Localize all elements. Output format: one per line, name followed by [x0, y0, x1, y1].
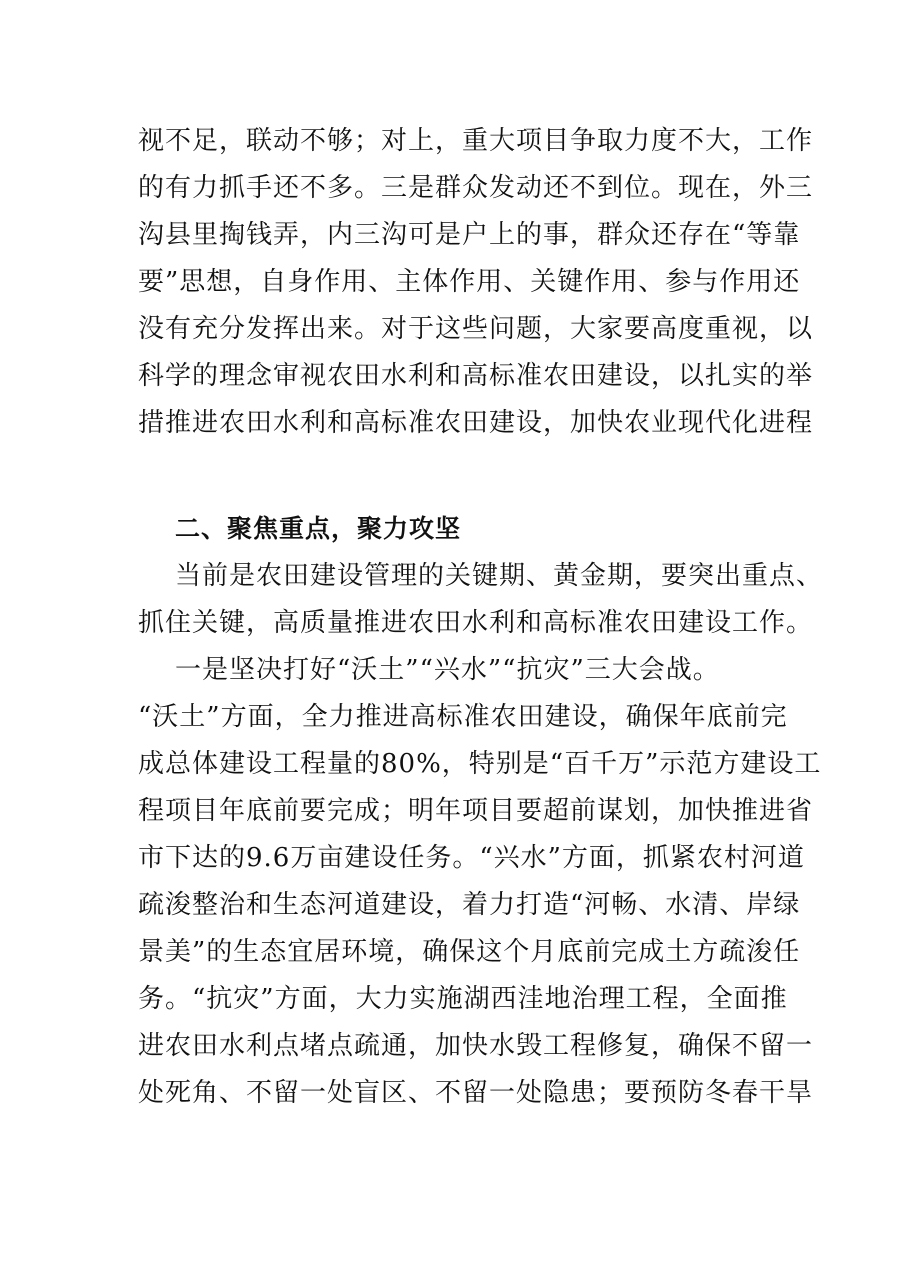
- paragraph-3: [138, 647, 822, 1117]
- paragraph-line: 抓住关键，高质量推进农田水利和高标准农田建设工作。: [138, 608, 814, 638]
- paragraph-1: [138, 118, 814, 447]
- paragraph-line: 疏浚整治和生态河道建设，着力打造“河畅、水清、岸绿: [138, 890, 801, 920]
- paragraph-line: “沃土”方面，全力推进高标准农田建设，确保年底前完: [138, 702, 788, 732]
- paragraph-line: 科学的理念审视农田水利和高标准农田建设，以扎实的举: [138, 361, 814, 391]
- paragraph-line: 沟县里掏钱弄，内三沟可是户上的事，群众还存在“等靠: [138, 220, 801, 250]
- section-heading: 二、聚焦重点，聚力攻坚: [175, 514, 462, 543]
- paragraph-line: 没有充分发挥出来。对于这些问题，大家要高度重视，以: [138, 314, 814, 344]
- paragraph-line: 成总体建设工程量的80%，特别是“百千万”示范方建设工: [138, 749, 822, 779]
- paragraph-line: 程项目年底前要完成；明年项目要超前谋划，加快推进省: [138, 796, 814, 826]
- paragraph-line: 处死角、不留一处盲区、不留一处隐患；要预防冬春干旱: [138, 1078, 814, 1108]
- paragraph-line: 市下达的9.6万亩建设任务。“兴水”方面，抓紧农村河道: [138, 843, 805, 873]
- paragraph-2: [138, 553, 824, 647]
- paragraph-line: 务。“抗灾”方面，大力实施湖西洼地治理工程，全面推: [138, 984, 788, 1014]
- paragraph-line: 景美”的生态宜居环境，确保这个月底前完成土方疏浚任: [138, 937, 801, 967]
- paragraph-line: 要”思想，自身作用、主体作用、关键作用、参与作用还: [138, 267, 801, 297]
- paragraph-line: 视不足，联动不够；对上，重大项目争取力度不大，工作: [138, 126, 814, 156]
- paragraph-line: 当前是农田建设管理的关键期、黄金期，要突出重点、: [175, 561, 824, 591]
- paragraph-line: 进农田水利点堵点疏通，加快水毁工程修复，确保不留一: [138, 1031, 814, 1061]
- paragraph-line: 一是坚决打好“沃土”“兴水”“抗灾”三大会战。: [175, 655, 720, 685]
- paragraph-line: 的有力抓手还不多。三是群众发动还不到位。现在，外三: [138, 173, 814, 203]
- paragraph-line: 措推进农田水利和高标准农田建设，加快农业现代化进程: [138, 408, 814, 438]
